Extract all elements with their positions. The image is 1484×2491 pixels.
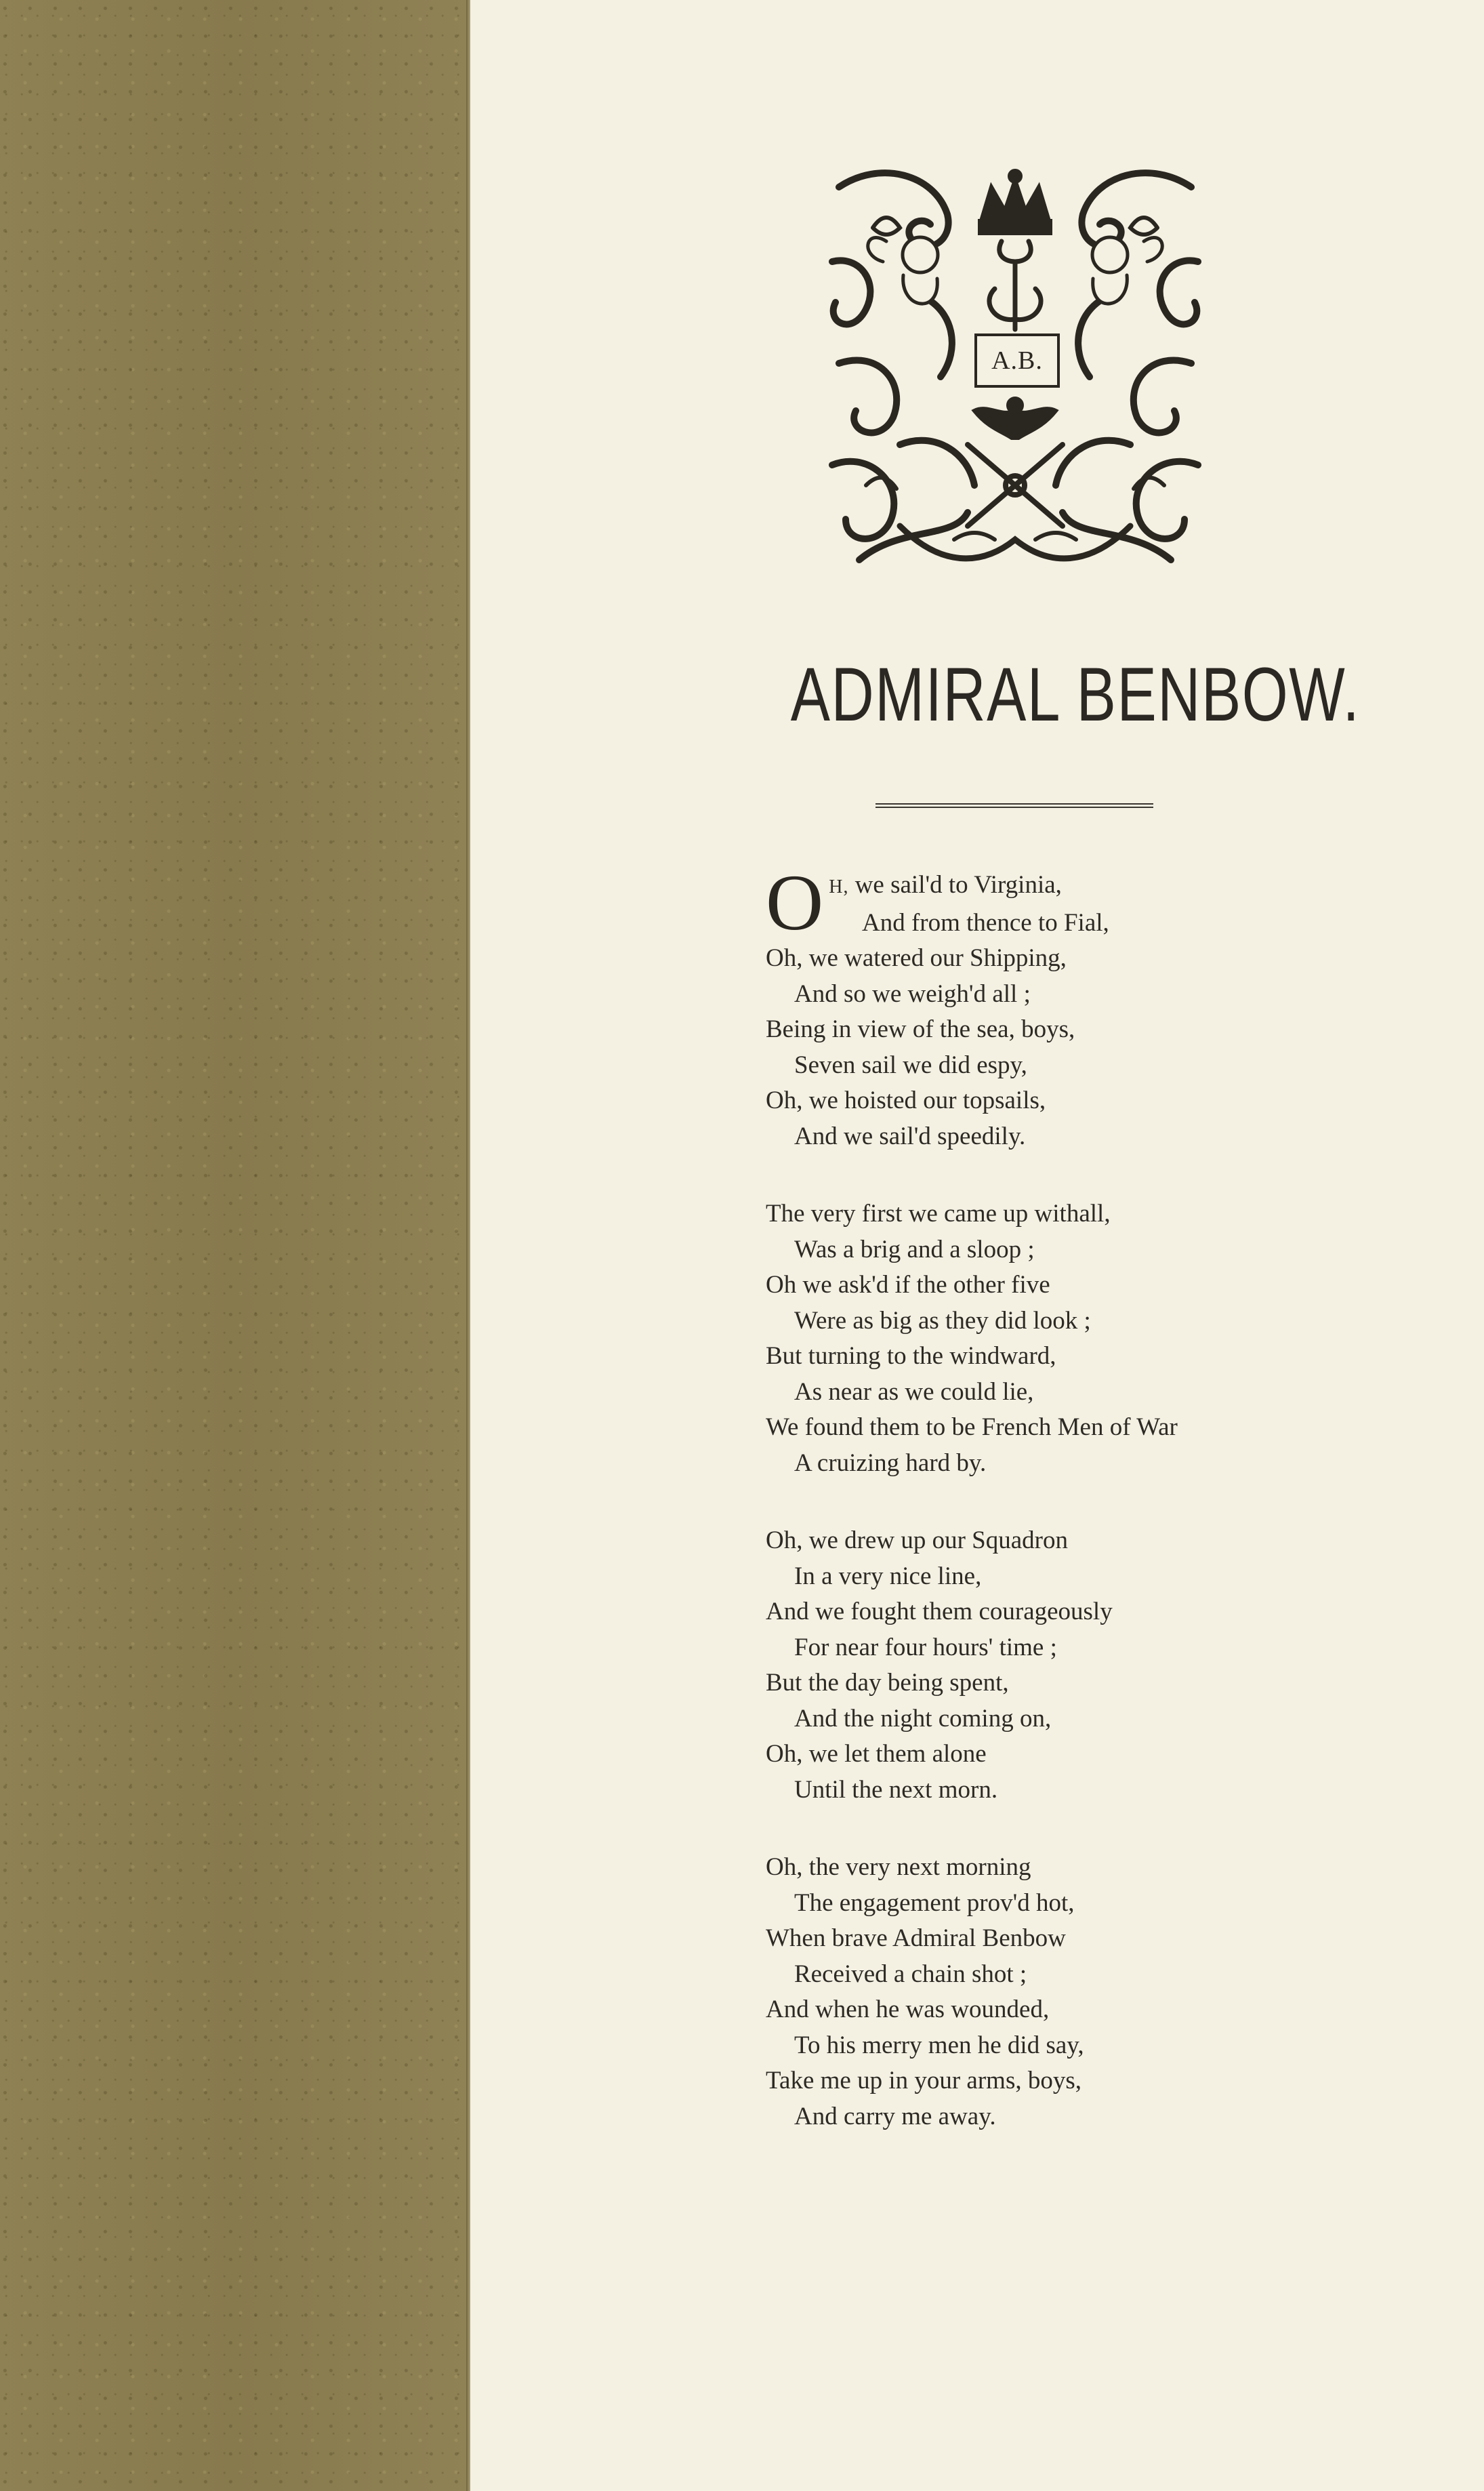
- poem-body: [766, 858, 1321, 2176]
- drop-cap: O: [766, 858, 824, 947]
- poem-line: Being in view of the sea, boys,: [766, 1015, 1075, 1043]
- stanza: [766, 1196, 1321, 1481]
- poem-line: Oh we ask'd if the other five: [766, 1271, 1050, 1299]
- poem-line: And we fought them courageously: [766, 1598, 1113, 1625]
- poem-line: A cruizing hard by.: [794, 1449, 987, 1477]
- poem-line: We found them to be French Men of War: [766, 1413, 1178, 1441]
- poem-line: The very first we came up withall,: [766, 1200, 1111, 1228]
- poem-line-text: we sail'd to Virginia,: [848, 871, 1062, 899]
- poem-line: And from thence to Fial,: [862, 908, 1109, 937]
- poem-line: And so we weigh'd all ;: [794, 979, 1031, 1008]
- poem-line: To his merry men he did say,: [794, 2031, 1084, 2059]
- poem-line: Oh, the very next morning: [766, 1853, 1031, 1881]
- poem-line: And we sail'd speedily.: [794, 1122, 1026, 1150]
- small-caps-text: H,: [829, 876, 849, 897]
- poem-line: As near as we could lie,: [794, 1377, 1034, 1406]
- poem-line: For near four hours' time ;: [794, 1633, 1057, 1661]
- poem-line: Take me up in your arms, boys,: [766, 2067, 1081, 2094]
- poem-line: But turning to the windward,: [766, 1342, 1056, 1370]
- monogram-label: A.B.: [974, 333, 1060, 388]
- poem-line: Received a chain shot ;: [794, 1960, 1027, 1988]
- double-rule-divider: [875, 803, 1153, 808]
- poem-line: When brave Admiral Benbow: [766, 1924, 1066, 1952]
- poem-line: Oh, we drew up our Squadron: [766, 1526, 1068, 1554]
- poem-line: Seven sail we did espy,: [794, 1051, 1027, 1079]
- poem-line: Until the next morn.: [794, 1775, 998, 1804]
- stanza: [766, 858, 1321, 1154]
- cardboard-backing: [0, 0, 469, 2491]
- poem-line: And carry me away.: [794, 2102, 996, 2130]
- stanza: [766, 1850, 1321, 2134]
- crown-icon: [980, 171, 1050, 233]
- poem-line: Were as big as they did look ;: [794, 1306, 1091, 1335]
- poem-line: And the night coming on,: [794, 1704, 1052, 1733]
- poem-line: Oh, we watered our Shipping,: [766, 944, 1067, 972]
- poem-line: Oh, we let them alone: [766, 1740, 987, 1768]
- poem-line: [766, 868, 1321, 906]
- poem-title: ADMIRAL BENBOW.: [790, 652, 1361, 737]
- poem-line: In a very nice line,: [794, 1562, 982, 1590]
- poem-line: Oh, we hoisted our topsails,: [766, 1087, 1046, 1114]
- eagle-icon: [974, 399, 1056, 438]
- poem-line: But the day being spent,: [766, 1669, 1009, 1697]
- stanza: [766, 1523, 1321, 1808]
- poem-line: The engagement prov'd hot,: [794, 1888, 1075, 1917]
- poem-line: Was a brig and a sloop ;: [794, 1235, 1035, 1263]
- poem-line: And when he was wounded,: [766, 1996, 1050, 2023]
